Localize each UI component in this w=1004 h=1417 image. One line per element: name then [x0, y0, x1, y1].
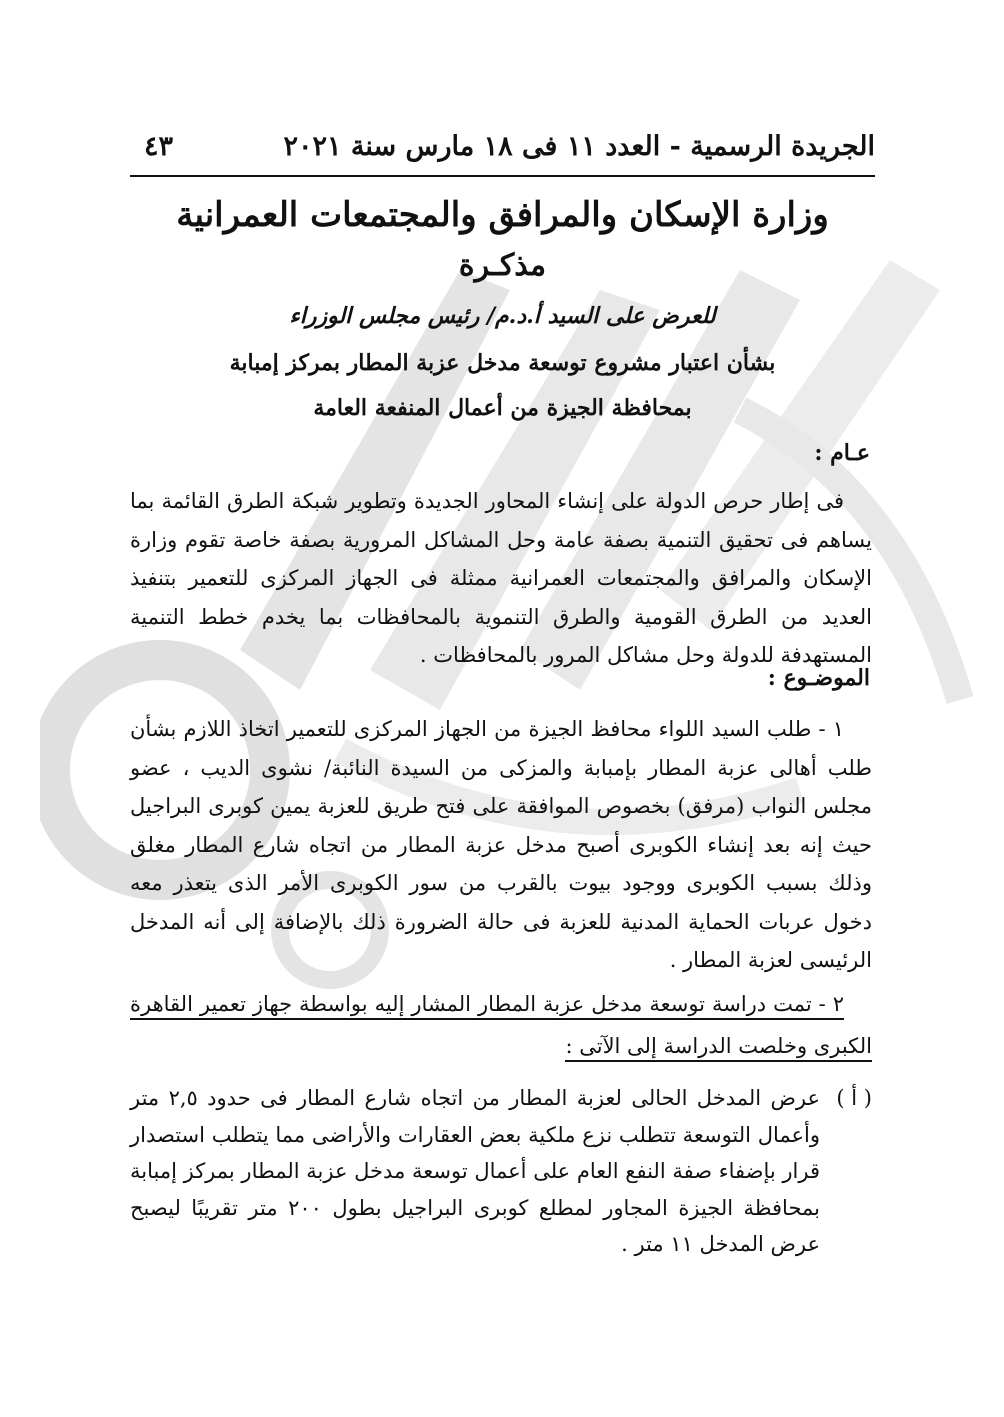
sub-item-a-label: ( أ ) [836, 1086, 872, 1110]
item-2-line-1: ٢ - تمت دراسة توسعة مدخل عزبة المطار المشار إليه بواسطة جهاز تعمير القاهرة [130, 992, 844, 1020]
subject-line-2: بمحافظة الجيزة من أعمال المنفعة العامة [313, 395, 692, 421]
memo-title: مذكـرة [458, 248, 547, 283]
ministry-title: وزارة الإسكان والمرافق والمجتمعات العمرانية [176, 195, 829, 235]
page-number: ٤٣ [144, 131, 174, 162]
subject-line-1: بشأن اعتبار مشروع توسعة مدخل عزبة المطار بمركز إمبابة [229, 350, 776, 376]
page-header [130, 125, 875, 177]
presented-to-line: للعرض على السيد أ.د.م/ رئيس مجلس الوزراء [289, 303, 716, 329]
gazette-title: الجريدة الرسمية - العدد ١١ فى ١٨ مارس سنة ٢٠٢١ [283, 131, 875, 162]
sub-item-a [130, 1080, 872, 1263]
general-heading: عـام : [814, 440, 870, 466]
topic-heading: الموضـوع : [767, 665, 870, 691]
item-2-line-2: الكبرى وخلصت الدراسة إلى الآتى : [565, 1034, 872, 1062]
item-1-text: ١ - طلب السيد اللواء محافظ الجيزة من الجهاز المركزى للتعمير اتخاذ اللازم بشأن طلب أهالى عزبة المطار بإمبابة والمزكى من السيدة النائبة/ نشوى الديب ، عضو مجلس النواب (مرفق) بخصوص الموافقة على فتح طريق للعزبة يمين كوبرى البراجيل حيث إنه بعد إنشاء الكوبرى أصبح مدخل عزبة المطار من اتجاه شارع المطار مغلق وذلك بسبب الكوبرى ووجود بيوت بالقرب من سور الكوبرى الأمر الذى يتعذر معه دخول عربات الحماية المدنية للعزبة فى حالة الضرورة ذلك بالإضافة إلى أنه المدخل الرئيسى لعزبة المطار . [130, 717, 872, 972]
item-1-paragraph [130, 710, 872, 980]
sub-item-a-text: عرض المدخل الحالى لعزبة المطار من اتجاه شارع المطار فى حدود ٢,٥ متر وأعمال التوسعة تتطلب نزع ملكية بعض العقارات والأراضى مما يتطلب استصدار قرار بإضفاء صفة النفع العام على أعمال توسعة مدخل عزبة المطار بمركز إمبابة بمحافظة الجيزة المجاور لمطلع كوبرى البراجيل بطول ٢٠٠ متر تقريبًا ليصبح عرض المدخل ١١ متر . [130, 1086, 820, 1256]
item-2-paragraph [130, 985, 872, 1065]
general-text: فى إطار حرص الدولة على إنشاء المحاور الجديدة وتطوير شبكة الطرق القائمة بما يساهم فى تحقيق التنمية بصفة عامة وحل المشاكل المرورية بصفة خاصة تقوم وزارة الإسكان والمرافق والمجتمعات العمرانية ممثلة فى الجهاز المركزى للتعمير بتنفيذ العديد من الطرق القومية والطرق التنموية بالمحافظات بما يخدم خطط التنمية المستهدفة للدولة وحل مشاكل المرور بالمحافظات . [130, 489, 872, 667]
general-paragraph [130, 482, 872, 675]
